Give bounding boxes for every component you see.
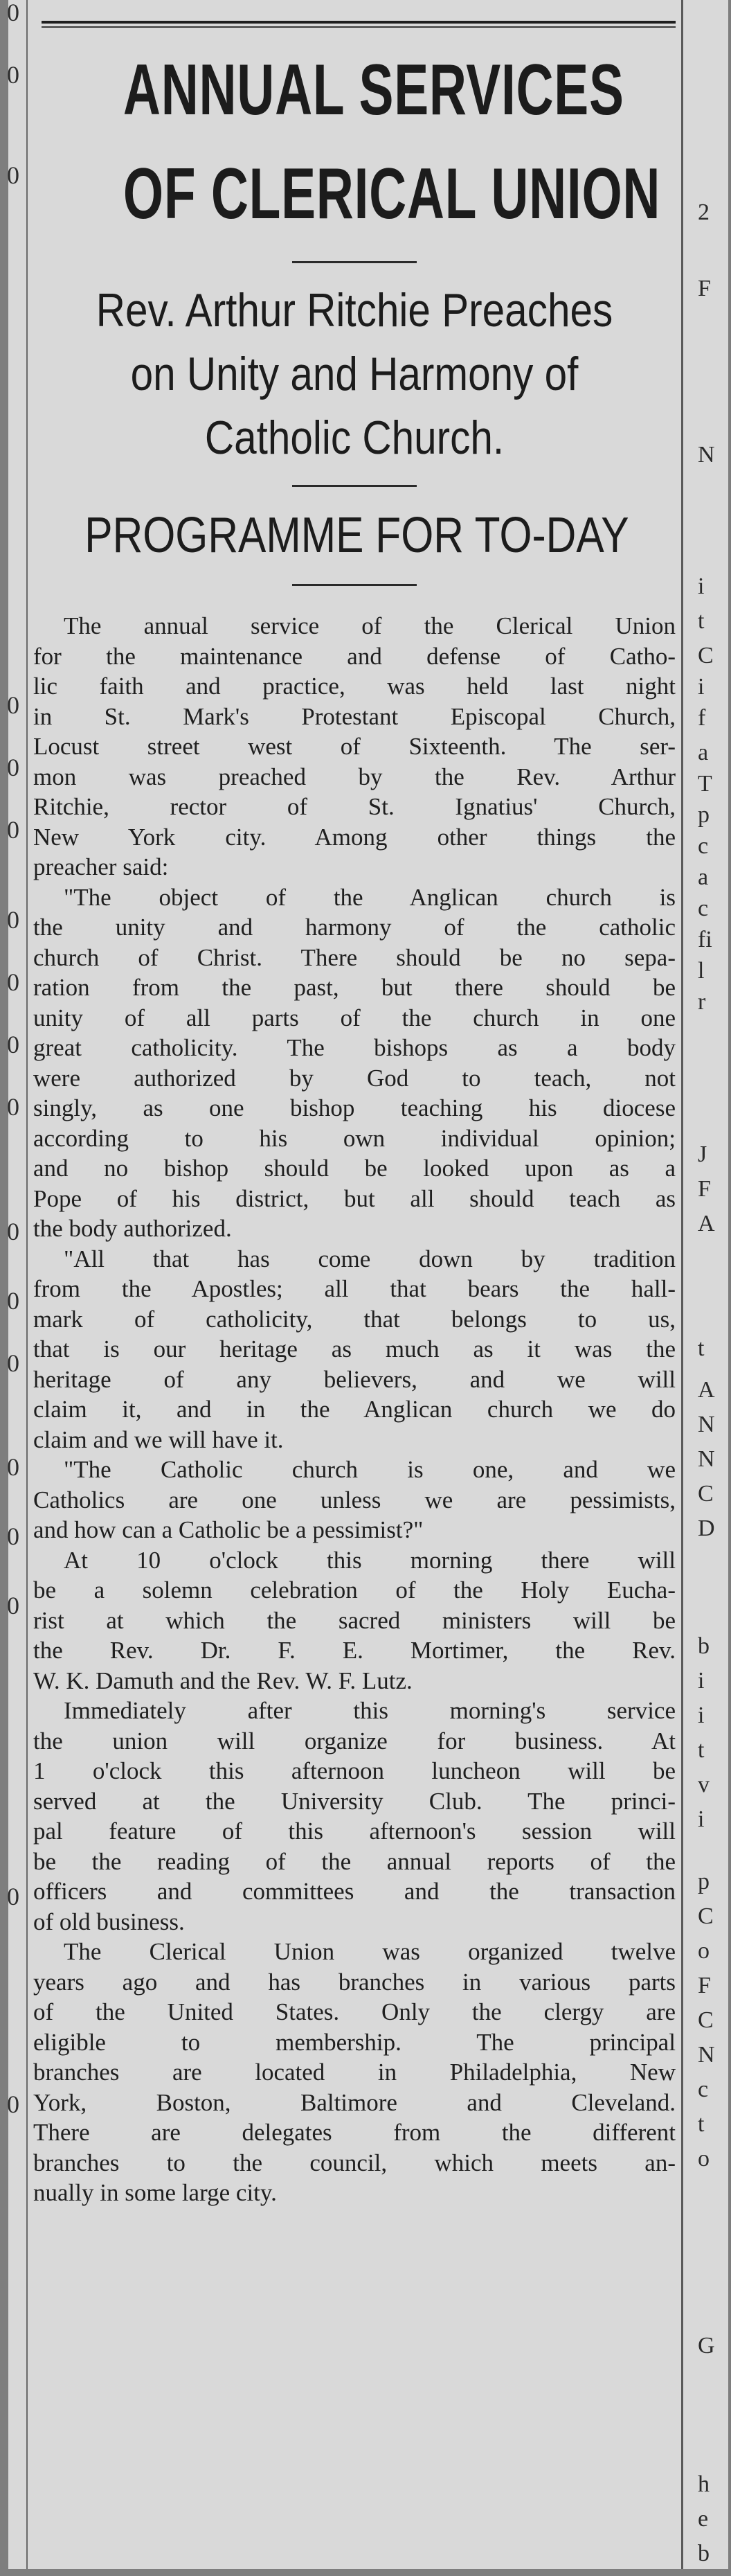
article-line: "The object of the Anglican church is bbox=[64, 883, 676, 911]
margin-fragment: i bbox=[698, 574, 705, 599]
margin-fragment: i bbox=[698, 1703, 705, 1728]
article-line: branches are located in Philadelphia, New bbox=[33, 2059, 676, 2086]
margin-fragment: 2 bbox=[698, 199, 710, 225]
margin-fragment: v bbox=[698, 1772, 710, 1797]
subhead-line-1: Rev. Arthur Ritchie Preaches bbox=[96, 284, 613, 337]
margin-fragment: A bbox=[698, 1377, 715, 1403]
margin-fragment: G bbox=[698, 2333, 715, 2359]
margin-fragment: e bbox=[698, 2506, 709, 2532]
subhead-line-3: Catholic Church. bbox=[204, 411, 505, 464]
article-line: the unity and harmony of the catholic bbox=[33, 914, 676, 941]
top-rule bbox=[42, 21, 676, 24]
margin-fragment: fi bbox=[698, 927, 712, 952]
margin-fragment: 0 bbox=[7, 1883, 19, 1910]
left-column-fragments bbox=[8, 0, 25, 2563]
margin-fragment: A bbox=[698, 1211, 715, 1236]
margin-fragment: i bbox=[698, 674, 705, 700]
margin-fragment: F bbox=[698, 276, 711, 301]
margin-fragment: 0 bbox=[7, 1093, 19, 1121]
article-body bbox=[33, 611, 676, 2208]
margin-fragment: 0 bbox=[7, 691, 19, 719]
margin-fragment: a bbox=[698, 740, 709, 765]
margin-fragment: C bbox=[698, 643, 714, 668]
article-line: were authorized by God to teach, not bbox=[33, 1064, 676, 1092]
article-line: years ago and has branches in various parts bbox=[33, 1968, 676, 1996]
column-rule-right bbox=[681, 0, 683, 2569]
divider bbox=[292, 485, 417, 487]
article-line: Pope of his district, but all should teach as bbox=[33, 1184, 676, 1212]
margin-fragment: 0 bbox=[7, 754, 19, 781]
right-column-fragments bbox=[687, 0, 728, 2566]
margin-fragment: f bbox=[698, 705, 706, 731]
headline-line-1: ANNUAL SERVICES bbox=[123, 50, 624, 130]
article-line: nually in some large city. bbox=[33, 2179, 277, 2206]
margin-fragment: c bbox=[698, 833, 709, 859]
article-line: claim and we will have it. bbox=[33, 1425, 284, 1453]
article-line: W. K. Damuth and the Rev. W. F. Lutz. bbox=[33, 1667, 413, 1694]
margin-fragment: 0 bbox=[7, 61, 19, 89]
article-line: At 10 o'clock this morning there will bbox=[64, 1546, 676, 1574]
margin-fragment: c bbox=[698, 2077, 709, 2102]
headline-line-2: OF CLERICAL UNION bbox=[123, 154, 661, 234]
article-line: the union will organize for business. At bbox=[33, 1727, 676, 1755]
column-rule-left bbox=[26, 0, 28, 2569]
margin-fragment: r bbox=[698, 989, 706, 1015]
margin-fragment: 0 bbox=[7, 1522, 19, 1550]
top-rule-thin bbox=[42, 26, 676, 28]
article-line: Locust street west of Sixteenth. The ser- bbox=[33, 733, 676, 760]
article-line: from the Apostles; all that bears the hall- bbox=[33, 1275, 676, 1302]
margin-fragment: b bbox=[698, 2541, 710, 2566]
article-line: according to his own individual opinion; bbox=[33, 1124, 676, 1152]
margin-fragment: 0 bbox=[7, 2090, 19, 2118]
margin-fragment: h bbox=[698, 2471, 710, 2497]
margin-fragment: 0 bbox=[7, 1592, 19, 1619]
margin-fragment: i bbox=[698, 1668, 705, 1694]
margin-fragment: 0 bbox=[7, 968, 19, 996]
article-line: eligible to membership. The principal bbox=[33, 2028, 676, 2056]
divider bbox=[292, 584, 417, 586]
margin-fragment: b bbox=[698, 1633, 710, 1659]
article-line: of old business. bbox=[33, 1908, 185, 1935]
article-line: ration from the past, but there should be bbox=[33, 974, 676, 1001]
article-line: rist at which the sacred ministers will be bbox=[33, 1606, 676, 1634]
article-line: mon was preached by the Rev. Arthur bbox=[33, 763, 676, 790]
article-line: Ritchie, rector of St. Ignatius' Church, bbox=[33, 793, 676, 820]
article-line: in St. Mark's Protestant Episcopal Church, bbox=[33, 702, 676, 730]
margin-fragment: c bbox=[698, 896, 709, 921]
margin-fragment: 0 bbox=[7, 0, 19, 26]
margin-fragment: i bbox=[698, 1806, 705, 1832]
margin-fragment: F bbox=[698, 1176, 711, 1202]
article-line: lic faith and practice, was held last night bbox=[33, 673, 676, 700]
margin-fragment: D bbox=[698, 1516, 715, 1541]
article-line: the Rev. Dr. F. E. Mortimer, the Rev. bbox=[33, 1637, 676, 1664]
article-line: served at the University Club. The princi- bbox=[33, 1787, 676, 1815]
article-line: the body authorized. bbox=[33, 1215, 232, 1242]
newspaper-page bbox=[8, 0, 728, 2569]
article-line: unity of all parts of the church in one bbox=[33, 1004, 676, 1031]
article-line: New York city. Among other things the bbox=[33, 823, 676, 851]
article-line: York, Boston, Baltimore and Cleveland. bbox=[33, 2088, 676, 2116]
margin-fragment: p bbox=[698, 802, 710, 828]
article-line: The annual service of the Clerical Union bbox=[64, 612, 676, 639]
margin-fragment: C bbox=[698, 1481, 714, 1507]
margin-fragment: N bbox=[698, 2042, 715, 2068]
margin-fragment: o bbox=[698, 2146, 710, 2171]
margin-fragment: 0 bbox=[7, 906, 19, 934]
article-line: great catholicity. The bishops as a body bbox=[33, 1034, 676, 1061]
margin-fragment: l bbox=[698, 958, 705, 984]
margin-fragment: 0 bbox=[7, 1453, 19, 1481]
margin-fragment: t bbox=[698, 1335, 705, 1361]
article-line: Immediately after this morning's service bbox=[64, 1697, 676, 1724]
article-line: The Clerical Union was organized twelve bbox=[64, 1938, 676, 1965]
article-line: pal feature of this afternoon's session will bbox=[33, 1818, 676, 1845]
margin-fragment: 0 bbox=[7, 1287, 19, 1315]
margin-fragment: 0 bbox=[7, 1031, 19, 1058]
margin-fragment: C bbox=[698, 2007, 714, 2033]
article-line: singly, as one bishop teaching his diocese bbox=[33, 1094, 676, 1121]
margin-fragment: t bbox=[698, 2111, 705, 2137]
margin-fragment: 0 bbox=[7, 1349, 19, 1377]
margin-fragment: t bbox=[698, 1737, 705, 1763]
article-line: Catholics are one unless we are pessimists, bbox=[33, 1486, 676, 1513]
programme-heading: PROGRAMME FOR TO-DAY bbox=[84, 508, 629, 563]
margin-fragment: 0 bbox=[7, 161, 19, 189]
article-line: and how can a Catholic be a pessimist?" bbox=[33, 1516, 424, 1543]
margin-fragment: F bbox=[698, 1973, 711, 1998]
subhead-line-2: on Unity and Harmony of bbox=[130, 348, 579, 400]
article-line: be the reading of the annual reports of the bbox=[33, 1847, 676, 1875]
margin-fragment: o bbox=[698, 1938, 710, 1964]
article-line: "All that has come down by tradition bbox=[64, 1245, 676, 1272]
article-line: 1 o'clock this afternoon luncheon will be bbox=[33, 1757, 676, 1784]
article-line: officers and committees and the transaction bbox=[33, 1878, 676, 1905]
article-line: claim it, and in the Anglican church we do bbox=[33, 1396, 676, 1423]
margin-fragment: t bbox=[698, 608, 705, 634]
article-line: branches to the council, which meets an- bbox=[33, 2149, 676, 2176]
margin-fragment: 0 bbox=[7, 1218, 19, 1245]
margin-fragment: C bbox=[698, 1903, 714, 1929]
margin-fragment: 0 bbox=[7, 816, 19, 844]
article-line: church of Christ. There should be no sepa- bbox=[33, 943, 676, 971]
divider bbox=[292, 261, 417, 263]
article-line: mark of catholicity, that belongs to us, bbox=[33, 1305, 676, 1333]
article-line: "The Catholic church is one, and we bbox=[64, 1456, 676, 1483]
margin-fragment: J bbox=[698, 1142, 707, 1167]
article-line: preacher said: bbox=[33, 853, 169, 880]
margin-fragment: a bbox=[698, 864, 709, 890]
article-line: There are delegates from the different bbox=[33, 2119, 676, 2146]
article-line: of the United States. Only the clergy are bbox=[33, 1998, 676, 2025]
article-line: be a solemn celebration of the Holy Eucha- bbox=[33, 1576, 676, 1604]
article-line: for the maintenance and defense of Catho- bbox=[33, 642, 676, 670]
article bbox=[33, 38, 676, 2208]
article-line: and no bishop should be looked upon as a bbox=[33, 1155, 676, 1182]
margin-fragment: p bbox=[698, 1869, 710, 1894]
margin-fragment: N bbox=[698, 1412, 715, 1437]
article-line: that is our heritage as much as it was the bbox=[33, 1335, 676, 1362]
margin-fragment: T bbox=[698, 771, 712, 797]
article-line: heritage of any believers, and we will bbox=[33, 1365, 676, 1393]
margin-fragment: N bbox=[698, 442, 715, 468]
margin-fragment: N bbox=[698, 1446, 715, 1472]
